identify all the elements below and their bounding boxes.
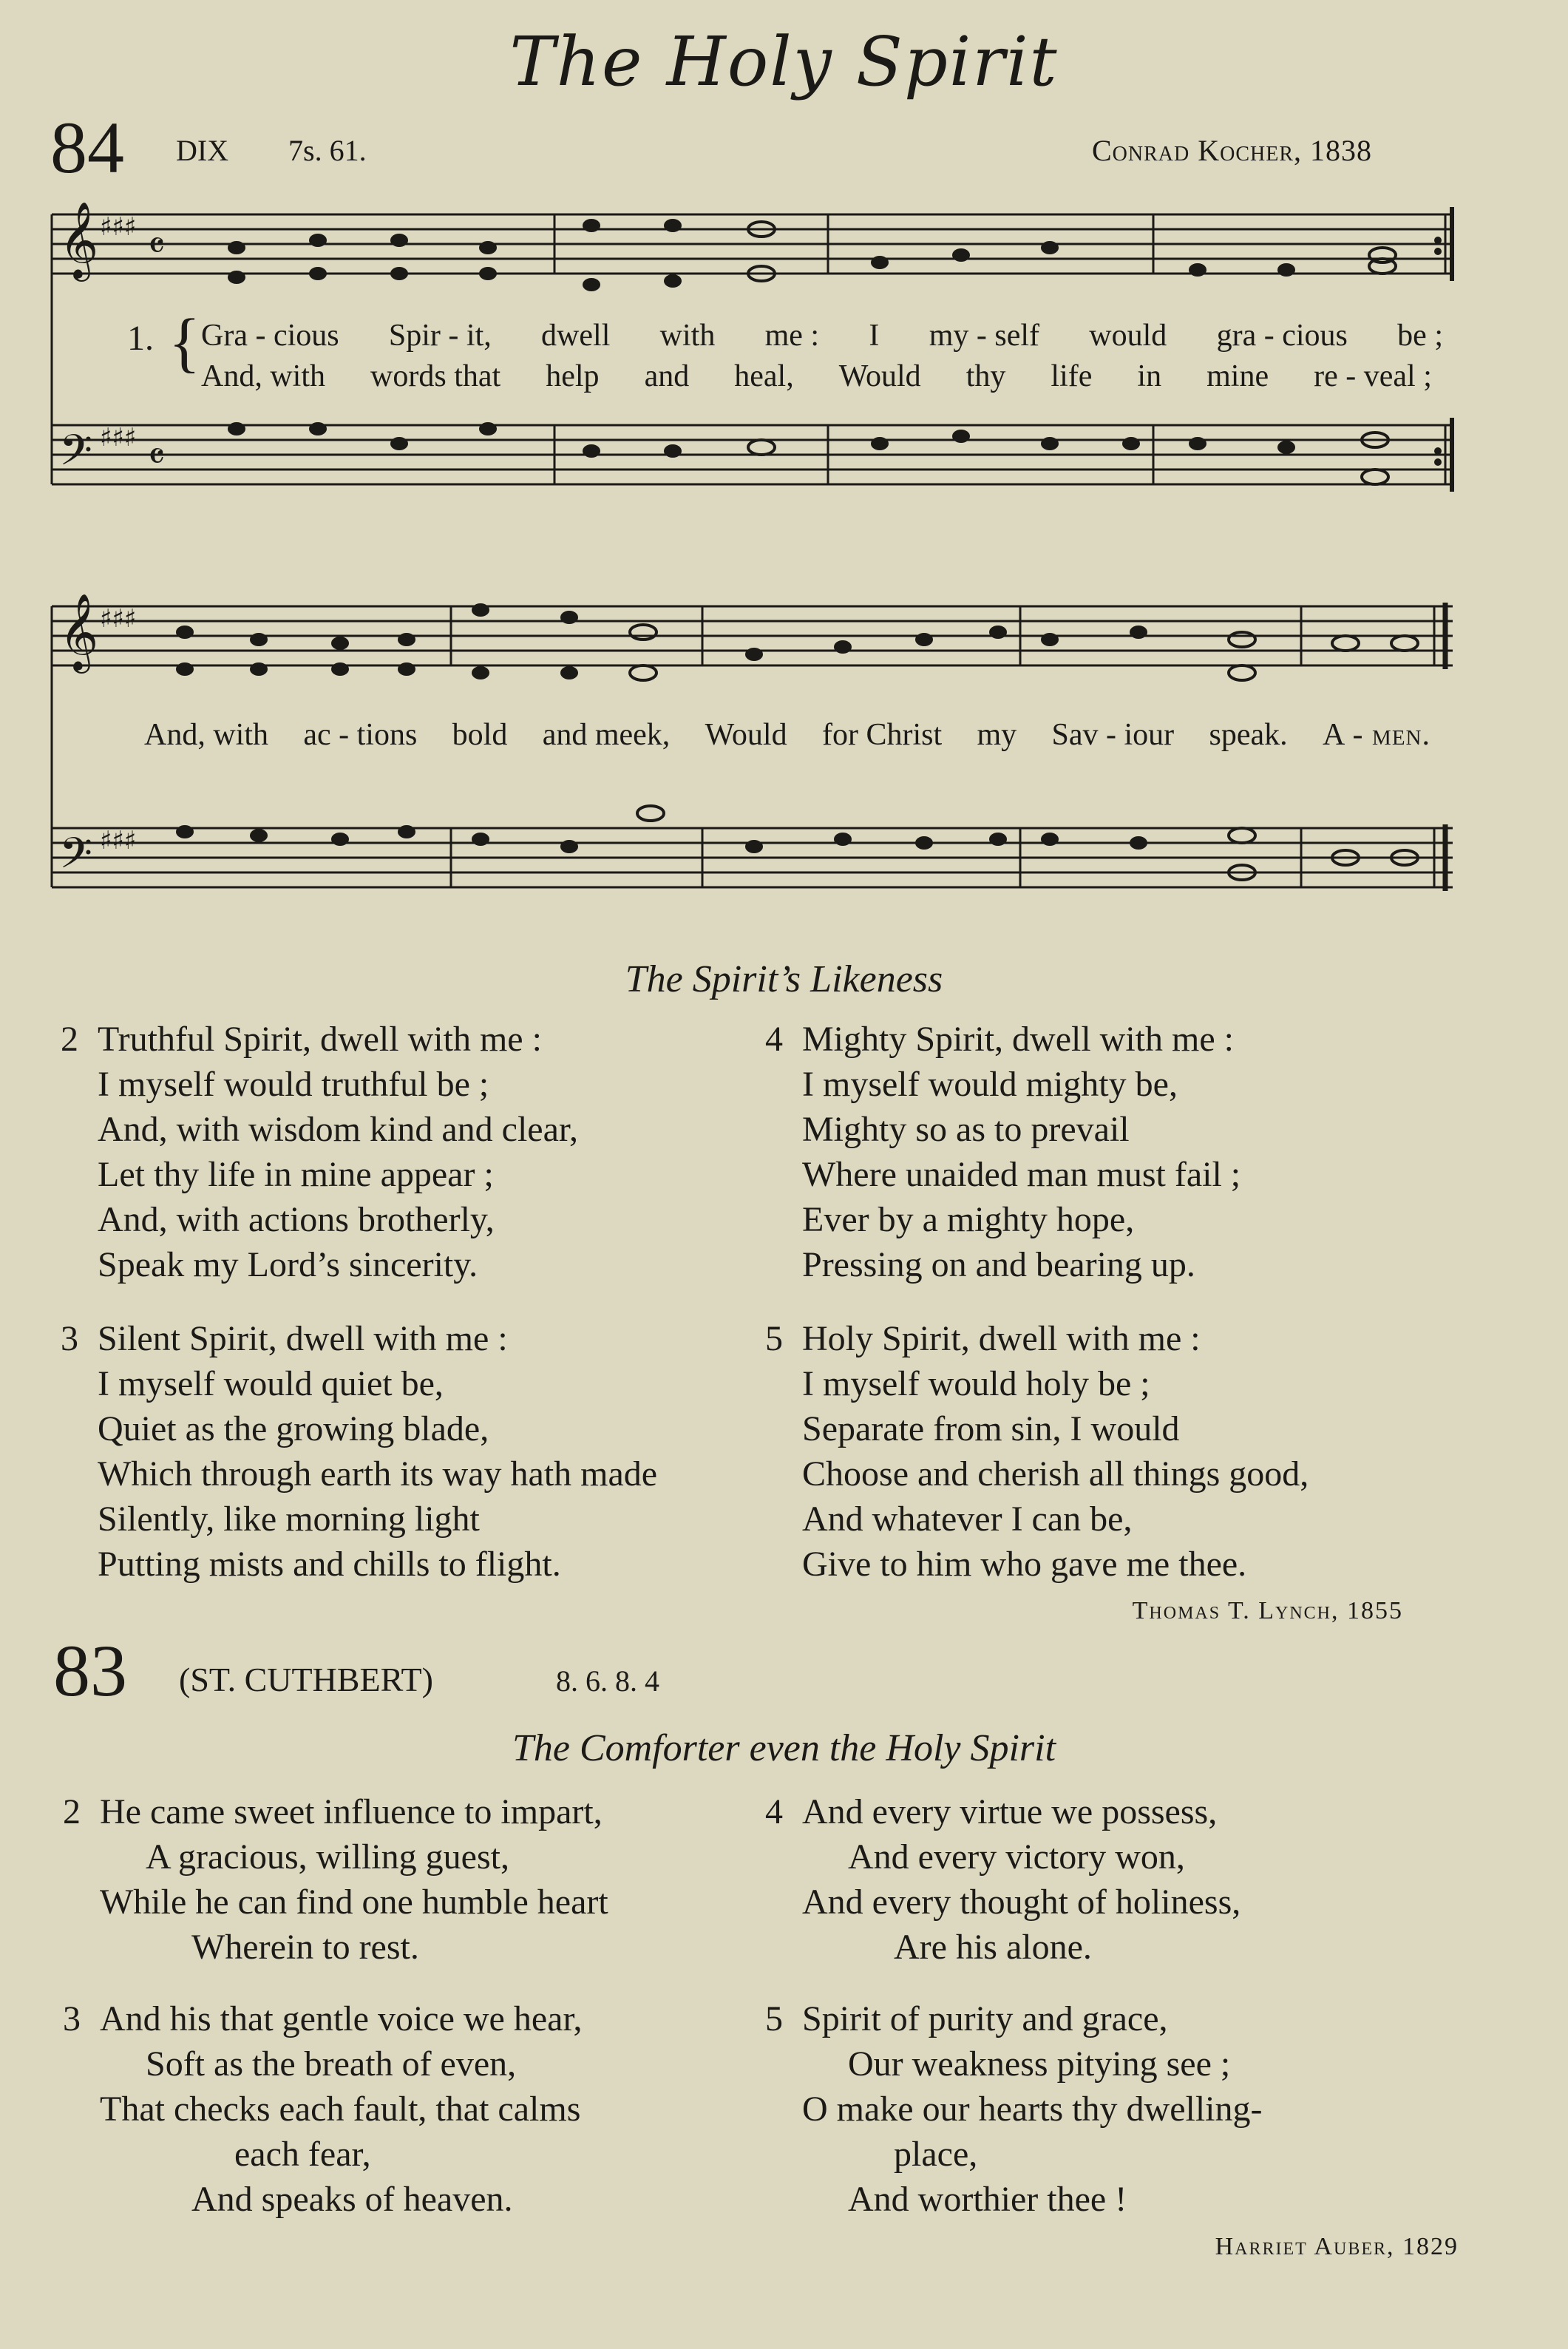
stanza-number: 3 — [61, 1319, 78, 1358]
stanza-line: Truthful Spirit, dwell with me : — [98, 1020, 542, 1059]
syllable: I — [869, 319, 880, 353]
svg-text:♯♯♯: ♯♯♯ — [100, 212, 137, 242]
lyric-line-2 — [201, 359, 1432, 394]
stanza-4 — [765, 1017, 1241, 1287]
syllable: Sav - iour — [1051, 718, 1175, 752]
verse-label: 1. — [127, 319, 154, 358]
stanza-line: Give to him who gave me thee. — [802, 1545, 1247, 1584]
svg-text:𝄢: 𝄢 — [59, 828, 93, 889]
stanza-number: 2 — [63, 1792, 81, 1831]
hymn-84-composer: Conrad Kocher, 1838 — [1091, 134, 1372, 167]
stanza-line: Wherein to rest. — [191, 1928, 419, 1967]
stanza-number: 4 — [765, 1020, 783, 1059]
stanza-line: And, with actions brotherly, — [98, 1200, 495, 1239]
page-title: The Holy Spirit — [509, 22, 1059, 101]
syllable: with — [659, 319, 716, 353]
hymn-83-subtitle: The Comforter even the Holy Spirit — [512, 1727, 1056, 1769]
syllable: A - men. — [1323, 718, 1430, 752]
stanza-line: Silent Spirit, dwell with me : — [98, 1319, 508, 1358]
svg-text:♯♯♯: ♯♯♯ — [100, 423, 137, 452]
stanza-line: That checks each fault, that calms — [100, 2089, 581, 2129]
stanza-line: Our weakness pitying see ; — [848, 2044, 1231, 2084]
hymn-83-tune: (ST. CUTHBERT) — [179, 1661, 433, 1698]
stanza-number: 2 — [61, 1020, 78, 1059]
stanza-number: 5 — [765, 1319, 783, 1358]
stanza-line: And, with wisdom kind and clear, — [98, 1110, 578, 1149]
svg-text:𝄴: 𝄴 — [148, 435, 166, 479]
stanza-line: Putting mists and chills to flight. — [98, 1545, 561, 1584]
stanza-2 — [63, 1789, 608, 1970]
syllable: words that — [370, 359, 501, 393]
stanza-line: Holy Spirit, dwell with me : — [802, 1319, 1201, 1358]
stanza-2 — [61, 1017, 578, 1287]
stanza-line: Mighty so as to prevail — [802, 1110, 1130, 1149]
stanza-line: Separate from sin, I would — [802, 1409, 1180, 1448]
hymn-83-author: Harriet Auber, 1829 — [1215, 2233, 1459, 2260]
syllable: gra - cious — [1216, 319, 1348, 353]
stanza-line: A gracious, willing guest, — [146, 1837, 509, 1877]
syllable: for Christ — [821, 718, 943, 752]
syllable: mine — [1206, 359, 1269, 393]
syllable: life — [1051, 359, 1093, 393]
syllable: speak. — [1209, 718, 1288, 752]
stanza-line: Where unaided man must fail ; — [802, 1155, 1241, 1194]
stanza-line: And worthier thee ! — [848, 2180, 1127, 2219]
stanza-line: And every victory won, — [848, 1837, 1185, 1877]
stanza-line: Let thy life in mine appear ; — [98, 1155, 494, 1194]
stanza-line: I myself would quiet be, — [98, 1364, 444, 1403]
syllable: Would — [705, 718, 787, 752]
syllable: bold — [452, 718, 508, 752]
syllable: Would — [838, 359, 921, 393]
hymn-84-number: 84 — [50, 106, 124, 189]
stanza-4 — [765, 1789, 1241, 1970]
hymn-83-meter: 8. 6. 8. 4 — [556, 1664, 659, 1698]
stanza-line: I myself would holy be ; — [802, 1364, 1150, 1403]
stanza-line: Are his alone. — [894, 1928, 1092, 1967]
stanza-line: Choose and cherish all things good, — [802, 1454, 1309, 1494]
syllable: And, with — [201, 359, 325, 393]
stanza-line: O make our hearts thy dwelling- — [802, 2089, 1263, 2129]
stanza-line: Pressing on and bearing up. — [802, 1245, 1195, 1284]
stanza-3 — [63, 1996, 583, 2222]
svg-text:𝄞: 𝄞 — [59, 593, 99, 671]
syllable: in — [1137, 359, 1162, 393]
stanza-line: Soft as the breath of even, — [146, 2044, 517, 2084]
stanza-5 — [765, 1996, 1263, 2222]
hymn-84-meter: 7s. 61. — [288, 134, 367, 167]
stanza-line: Silently, like morning light — [98, 1499, 480, 1539]
stanza-number: 3 — [63, 1999, 81, 2038]
hymn-84-author: Thomas T. Lynch, 1855 — [1132, 1597, 1403, 1624]
svg-text:𝄴: 𝄴 — [148, 224, 166, 268]
stanza-line: And his that gentle voice we hear, — [100, 1999, 583, 2038]
stanza-line: each fear, — [234, 2135, 371, 2174]
syllable: ac - tions — [303, 718, 418, 752]
svg-text:♯♯♯: ♯♯♯ — [100, 604, 137, 634]
syllable: Spir - it, — [388, 319, 492, 353]
svg-text:♯♯♯: ♯♯♯ — [100, 826, 137, 855]
syllable: heal, — [734, 359, 794, 393]
stanza-line: And whatever I can be, — [802, 1499, 1133, 1539]
lyric-line-1 — [201, 318, 1443, 353]
syllable: thy — [965, 359, 1006, 393]
svg-text:𝄢: 𝄢 — [59, 425, 93, 486]
stanza-line: Speak my Lord’s sincerity. — [98, 1245, 478, 1284]
stanza-5 — [765, 1316, 1309, 1587]
syllable: And, with — [144, 718, 268, 752]
svg-text:𝄞: 𝄞 — [59, 201, 99, 279]
hymn-84-tune: DIX — [176, 134, 229, 167]
stanza-line: I myself would truthful be ; — [98, 1065, 489, 1104]
stanza-line: I myself would mighty be, — [802, 1065, 1178, 1104]
syllable: my - self — [929, 319, 1039, 353]
stanza-line: And every virtue we possess, — [802, 1792, 1218, 1831]
syllable: be ; — [1397, 319, 1443, 353]
syllable: re - veal ; — [1314, 359, 1432, 393]
stanza-line: place, — [894, 2135, 978, 2174]
stanza-line: While he can find one humble heart — [100, 1882, 608, 1922]
stanza-number: 5 — [765, 1999, 783, 2038]
stanza-line: Which through earth its way hath made — [98, 1454, 658, 1494]
syllable: would — [1089, 319, 1167, 353]
verse-brace: { — [169, 306, 201, 379]
lyric-line-3 — [144, 717, 1430, 753]
stanza-line: Mighty Spirit, dwell with me : — [802, 1020, 1234, 1059]
syllable: dwell — [541, 319, 611, 353]
syllable: me : — [764, 319, 820, 353]
stanza-line: Spirit of purity and grace, — [802, 1999, 1168, 2038]
syllable: Gra - cious — [201, 319, 339, 353]
stanza-line: And every thought of holiness, — [802, 1882, 1241, 1922]
syllable: my — [977, 718, 1017, 752]
syllable: and meek, — [542, 718, 671, 752]
hymn-83-number: 83 — [53, 1630, 127, 1712]
hymn-84-subtitle: The Spirit’s Likeness — [625, 958, 943, 1000]
stanza-3 — [61, 1316, 658, 1587]
syllable: help — [546, 359, 600, 393]
stanza-number: 4 — [765, 1792, 783, 1831]
stanza-line: Quiet as the growing blade, — [98, 1409, 489, 1448]
stanza-line: And speaks of heaven. — [191, 2180, 513, 2219]
stanza-line: He came sweet influence to impart, — [100, 1792, 603, 1831]
syllable: and — [644, 359, 690, 393]
stanza-line: Ever by a mighty hope, — [802, 1200, 1135, 1239]
